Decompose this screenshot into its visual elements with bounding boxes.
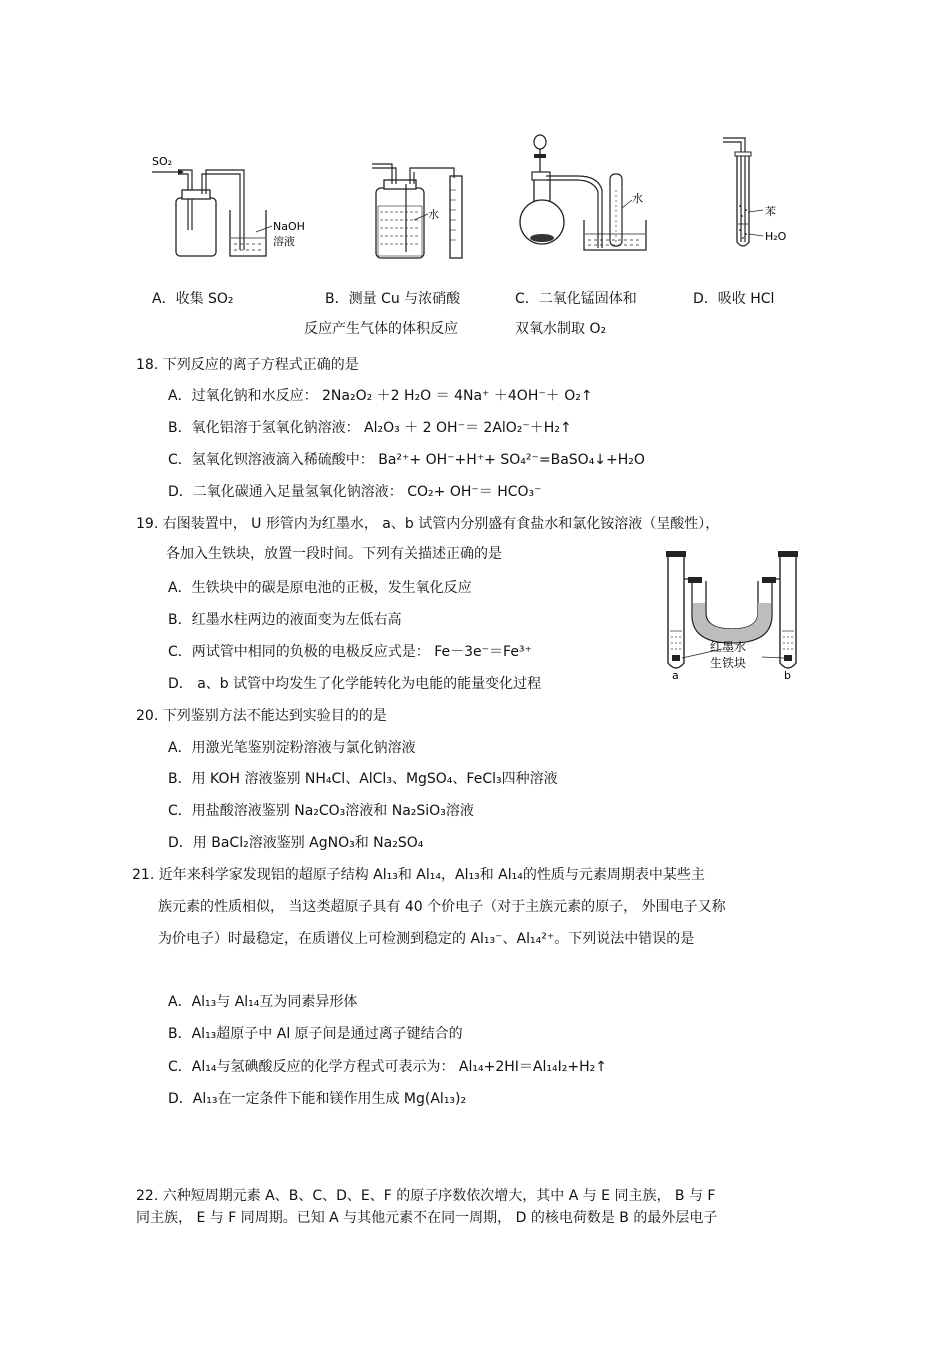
q21-stem-line2: 族元素的性质相似， 当这类超原子具有 40 个价电子（对于主族元素的原子， 外围电子又称 bbox=[158, 899, 726, 915]
q18-option-a: A．过氧化钠和水反应： 2Na₂O₂ ＋2 H₂O ＝ 4Na⁺ ＋4OH⁻＋ O₂↑ bbox=[168, 388, 593, 404]
q19-stem-line2: 各加入生铁块，放置一段时间。下列有关描述正确的是 bbox=[166, 546, 502, 562]
q19-stem-line1: 19. 右图装置中， U 形管内为红墨水， a、b 试管内分别盛有食盐水和氯化铵溶液（呈酸性）， bbox=[136, 516, 720, 532]
q19-option-d: D． a、b 试管中均发生了化学能转化为电能的能量变化过程 bbox=[168, 676, 542, 692]
q18-stem: 18. 下列反应的离子方程式正确的是 bbox=[136, 357, 359, 373]
benzene-label: 苯 bbox=[765, 205, 776, 218]
q19-option-c: C．两试管中相同的负极的电极反应式是： Fe－3e⁻＝Fe³⁺ bbox=[168, 644, 532, 660]
water-label-c: 水 bbox=[632, 192, 643, 205]
q20-option-c: C．用盐酸溶液鉴别 Na₂CO₃溶液和 Na₂SiO₃溶液 bbox=[168, 803, 474, 819]
tube-b-label: b bbox=[784, 669, 791, 682]
so2-label: SO₂ bbox=[152, 155, 173, 168]
caption-b-line1: B．测量 Cu 与浓硝酸 bbox=[325, 291, 461, 307]
q18-option-c: C．氢氧化钡溶液滴入稀硫酸中： Ba²⁺+ OH⁻+H⁺+ SO₄²⁻=BaSO₄↓+H₂O bbox=[168, 452, 645, 468]
q22-stem-line1: 22. 六种短周期元素 A、B、C、D、E、F 的原子序数依次增大，其中 A 与 E 同主族， B 与 F bbox=[136, 1188, 716, 1204]
q21-option-b: B．Al₁₃超原子中 Al 原子间是通过离子键结合的 bbox=[168, 1026, 463, 1042]
caption-d: D．吸收 HCl bbox=[693, 291, 775, 307]
naoh-label: NaOH bbox=[273, 220, 305, 233]
caption-a: A．收集 SO₂ bbox=[152, 291, 234, 307]
cast-iron-label: 生铁块 bbox=[710, 656, 747, 670]
u-tube-diagram bbox=[660, 545, 800, 685]
q20-option-b: B．用 KOH 溶液鉴别 NH₄Cl、AlCl₃、MgSO₄、FeCl₃四种溶液 bbox=[168, 771, 558, 787]
apparatus-a-diagram bbox=[148, 150, 323, 265]
q21-stem-line3: 为价电子）时最稳定，在质谱仪上可检测到稳定的 Al₁₃⁻、Al₁₄²⁺。下列说法中错误的是 bbox=[158, 931, 695, 947]
q20-option-a: A．用激光笔鉴别淀粉溶液与氯化钠溶液 bbox=[168, 740, 416, 756]
apparatus-b-diagram bbox=[362, 150, 482, 265]
apparatus-c-diagram bbox=[518, 130, 663, 265]
q21-stem-line1: 21. 近年来科学家发现铝的超原子结构 Al₁₃和 Al₁₄，Al₁₃和 Al₁₄的性质与元素周期表中某些主 bbox=[132, 867, 705, 883]
q21-option-c: C．Al₁₄与氢碘酸反应的化学方程式可表示为： Al₁₄+2HI＝Al₁₄I₂+H₂↑ bbox=[168, 1059, 607, 1075]
q20-option-d: D．用 BaCl₂溶液鉴别 AgNO₃和 Na₂SO₄ bbox=[168, 835, 424, 851]
q19-option-b: B．红墨水柱两边的液面变为左低右高 bbox=[168, 612, 402, 628]
q18-option-b: B．氧化铝溶于氢氧化钠溶液： Al₂O₃ ＋ 2 OH⁻＝ 2AlO₂⁻＋H₂↑ bbox=[168, 420, 572, 436]
tube-a-label: a bbox=[672, 669, 679, 682]
caption-c-line2: 双氧水制取 O₂ bbox=[515, 321, 607, 337]
naoh-solution-label: 溶液 bbox=[273, 235, 295, 248]
caption-c-line1: C．二氧化锰固体和 bbox=[515, 291, 637, 307]
red-ink-label: 红墨水 bbox=[710, 640, 747, 654]
q19-option-a: A．生铁块中的碳是原电池的正极，发生氧化反应 bbox=[168, 580, 472, 596]
q20-stem: 20. 下列鉴别方法不能达到实验目的的是 bbox=[136, 708, 387, 724]
water-label-b: 水 bbox=[428, 208, 439, 221]
caption-b-line2: 反应产生气体的体积反应 bbox=[304, 321, 458, 337]
q22-stem-line2: 同主族， E 与 F 同周期。已知 A 与其他元素不在同一周期， D 的核电荷数是 B 的最外层电子 bbox=[136, 1210, 718, 1226]
q21-option-a: A．Al₁₃与 Al₁₄互为同素异形体 bbox=[168, 994, 358, 1010]
q18-option-d: D．二氧化碳通入足量氢氧化钠溶液： CO₂+ OH⁻＝ HCO₃⁻ bbox=[168, 484, 542, 500]
apparatus-d-diagram bbox=[715, 132, 815, 252]
h2o-label: H₂O bbox=[765, 230, 787, 243]
q21-option-d: D．Al₁₃在一定条件下能和镁作用生成 Mg(Al₁₃)₂ bbox=[168, 1091, 467, 1107]
